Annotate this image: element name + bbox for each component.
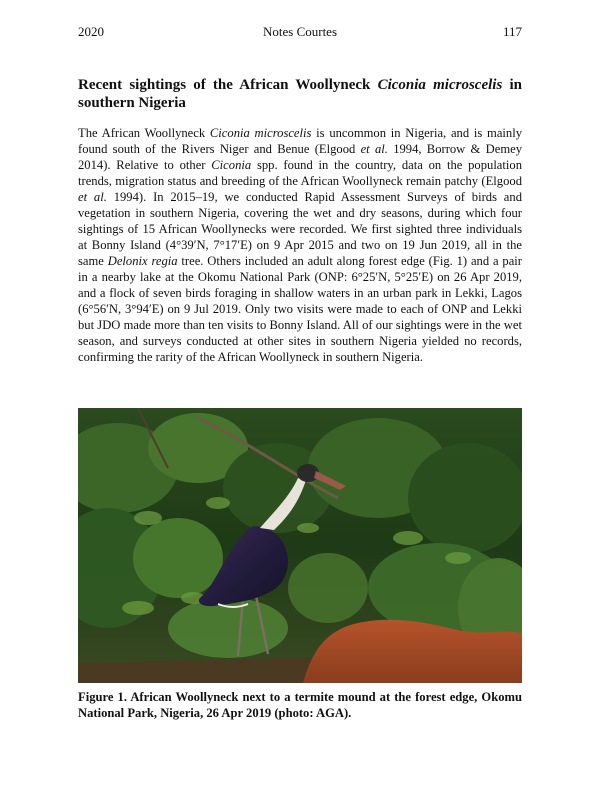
header-page-number: 117 (502, 24, 522, 39)
title-species: Ciconia microscelis (377, 77, 503, 93)
body-text-run: The African Woollyneck (78, 126, 210, 140)
header-year: 2020 (78, 24, 104, 39)
article-body (78, 125, 522, 365)
body-text-run: is uncommon in Nigeria, and is mainly found south of the Rivers Niger and Benue (Elgood (78, 126, 523, 156)
body-text-run: 1994). In 2015–19, we conducted Rapid Assessment Surveys of birds and vegetation in southern Nigeria, covering the wet and dry seasons, during which four sightings of 15 African Woollynecks were recorded. We first sighted three individuals at Bonny Island (4°39′N, 7°17′E) on 9 Apr 2015 and two on 19 Jun 2019, all in the same (78, 190, 522, 268)
body-italic-run: Delonix regia (107, 254, 178, 268)
running-header (78, 24, 522, 42)
body-text-run: spp. found in the country, data on the population trends, migration status and breeding of the African Woollyneck remain patchy (Elgood (78, 158, 522, 188)
figure-photo (78, 408, 522, 683)
title-text: Recent sightings of the African Woollyneck (78, 77, 378, 93)
figure-caption: Figure 1. African Woollyneck next to a termite mound at the forest edge, Okomu National Park, Nigeria, 26 Apr 2019 (photo: AGA). (78, 690, 522, 720)
body-text-run: tree. Others included an adult along forest edge (Fig. 1) and a pair in a nearby lake at the Okomu National Park (ONP: 6°25′N, 5°25′E) on 26 Apr 2019, and a flock of seven birds foraging in shallow waters in an urban park in Lekki, Lagos (6°56′N, 3°94′E) on 9 Jul 2019. Only two visits were made to each of ONP and Lekki but JDO made more than ten visits to Bonny Island. All of our sightings were in the wet season, and surveys conducted at other sites in southern Nigeria yielded no records, confirming the rarity of the African Woollyneck in southern Nigeria. (78, 254, 522, 364)
body-italic-run: et al. (78, 190, 107, 204)
body-italic-run: et al. (360, 142, 388, 156)
title-text-end: in southern Nigeria (78, 77, 523, 111)
header-section: Notes Courtes (262, 24, 338, 39)
article-title (78, 76, 522, 112)
body-text-run: 1994, Borrow & Demey 2014). Relative to other (78, 142, 523, 172)
stork-photo-illustration (78, 408, 522, 683)
body-italic-run: Ciconia microscelis (209, 126, 312, 140)
body-italic-run: Ciconia (211, 158, 252, 172)
